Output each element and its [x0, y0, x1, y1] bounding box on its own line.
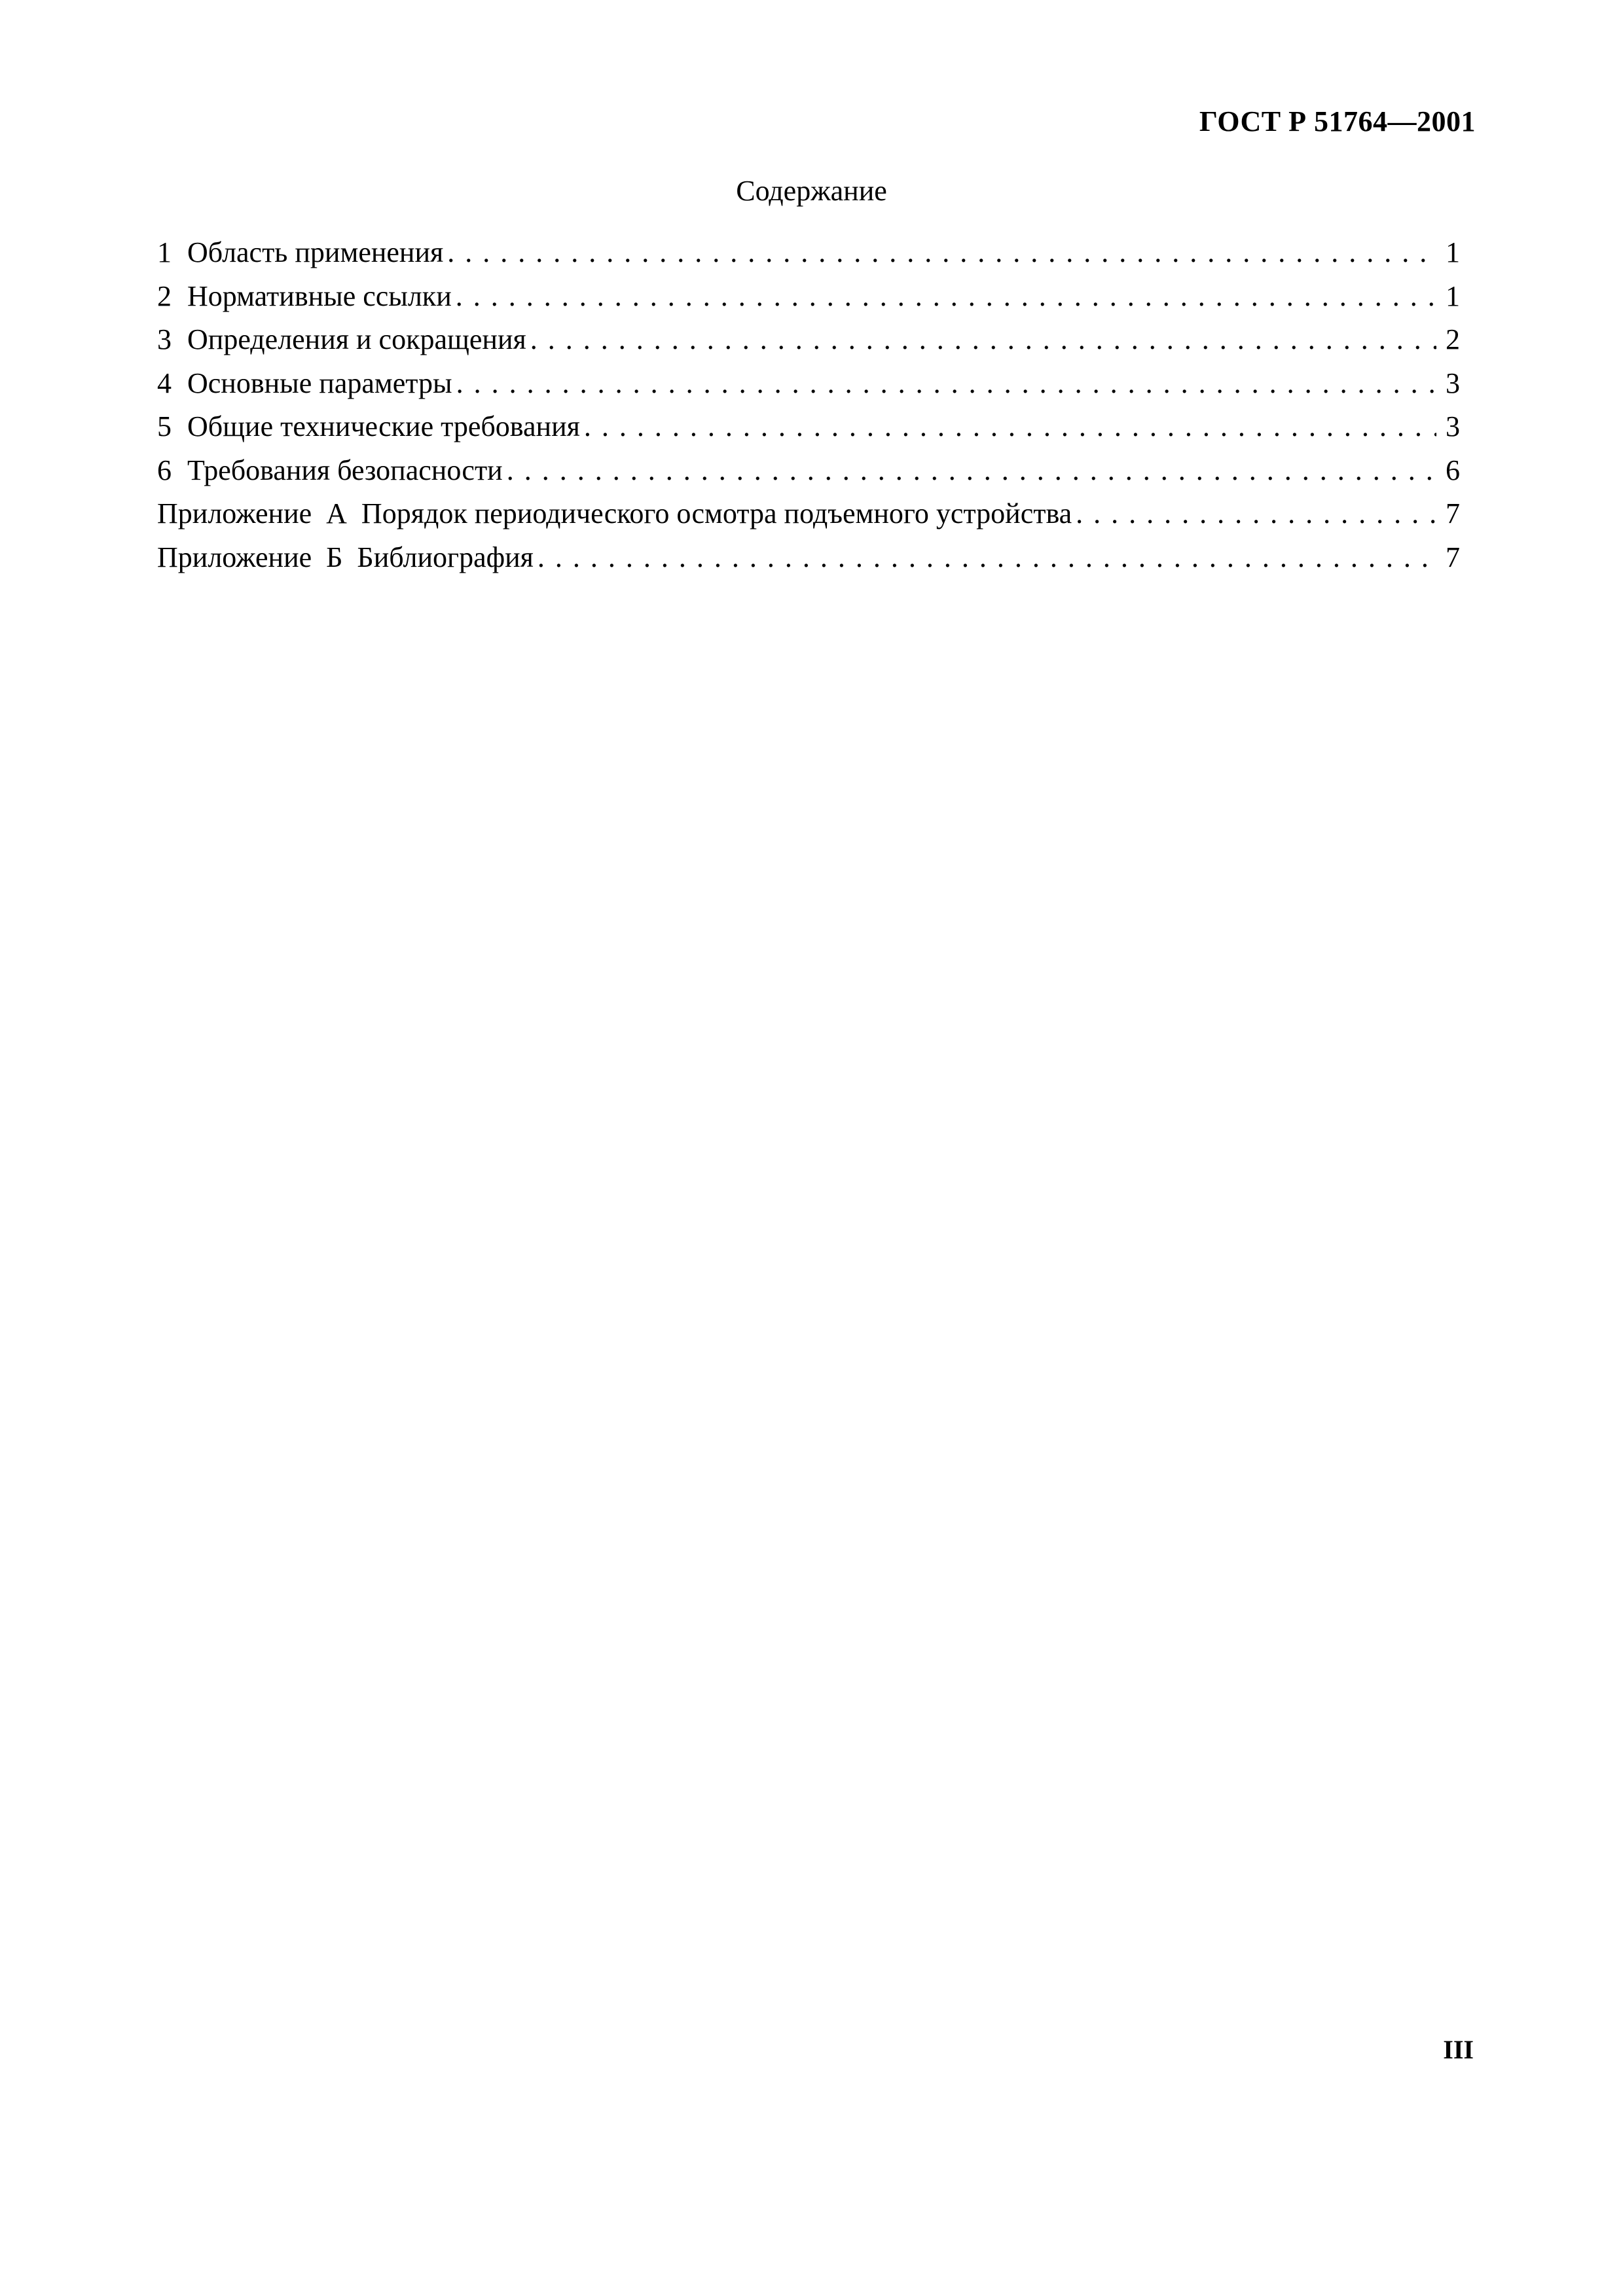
toc-leader-dots — [447, 236, 1436, 269]
toc-entry-number: 6 — [157, 454, 172, 486]
toc-entry-number: 4 — [157, 367, 172, 399]
toc-entry-title: Требования безопасности — [187, 454, 503, 486]
toc-entry — [157, 236, 1460, 279]
toc-leader-dots — [456, 367, 1436, 400]
toc-entry-title: Нормативные ссылки — [187, 279, 452, 312]
toc-entry-page: 3 — [1446, 410, 1460, 442]
toc-entry-title: Основные параметры — [187, 367, 452, 399]
toc-leader-dots — [538, 541, 1436, 574]
toc-entry — [157, 410, 1460, 454]
toc-leader-dots — [507, 454, 1436, 487]
toc-entry-page: 6 — [1446, 454, 1460, 486]
toc-entry-page: 2 — [1446, 323, 1460, 355]
toc-entry-page: 1 — [1446, 236, 1460, 268]
toc-entry — [157, 279, 1460, 323]
toc-entry-page: 7 — [1446, 541, 1460, 573]
toc-entry — [157, 367, 1460, 410]
toc-entry-number: 1 — [157, 236, 172, 268]
table-of-contents — [157, 236, 1460, 584]
toc-title: Содержание — [736, 175, 887, 207]
document-code: ГОСТ Р 51764—2001 — [1199, 105, 1476, 137]
toc-entry-title: Общие технические требования — [187, 410, 580, 442]
toc-entry — [157, 323, 1460, 367]
toc-entry-appendix — [157, 541, 1460, 584]
toc-leader-dots — [1076, 497, 1436, 530]
toc-entry-appendix — [157, 497, 1460, 541]
toc-leader-dots — [456, 279, 1436, 313]
toc-entry-number: 3 — [157, 323, 172, 355]
page-number: III — [1443, 2035, 1474, 2064]
toc-entry-page: 1 — [1446, 279, 1460, 312]
toc-entry-title: Область применения — [187, 236, 444, 268]
toc-leader-dots — [530, 323, 1436, 356]
toc-entry-page: 7 — [1446, 497, 1460, 529]
toc-entry-number: 5 — [157, 410, 172, 442]
toc-entry-page: 3 — [1446, 367, 1460, 399]
toc-entry-title: Приложение Б Библиография — [157, 541, 534, 573]
toc-entry — [157, 454, 1460, 497]
toc-entry-title: Определения и сокращения — [187, 323, 526, 355]
toc-entry-title: Приложение А Порядок периодического осмотра подъемного устройства — [157, 497, 1072, 529]
toc-leader-dots — [584, 410, 1436, 443]
toc-entry-number: 2 — [157, 279, 172, 312]
